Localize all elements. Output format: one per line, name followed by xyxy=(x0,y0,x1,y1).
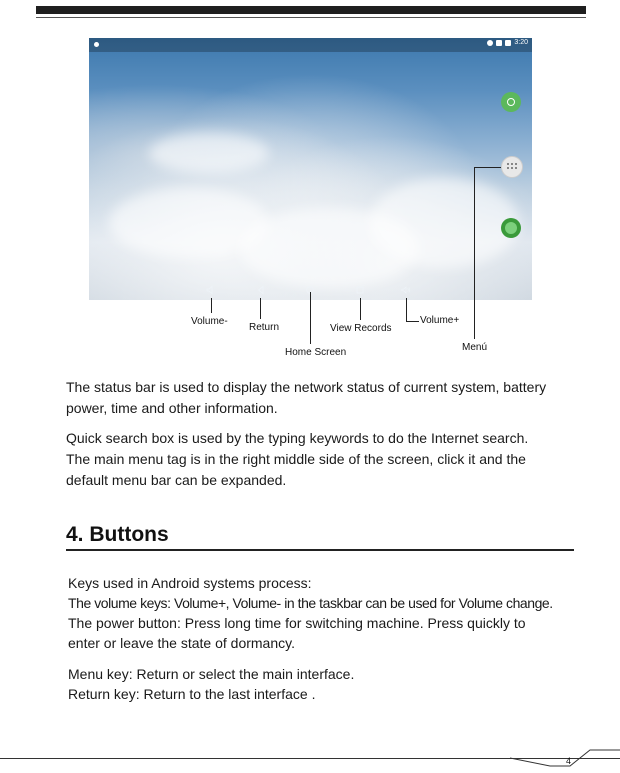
paragraph-line: The main menu tag is in the right middle side of the screen, click it and the xyxy=(66,451,526,467)
volume-down-icon[interactable] xyxy=(206,285,216,295)
section-title: 4. Buttons xyxy=(66,523,169,546)
keys-line-4: enter or leave the state of dormancy. xyxy=(68,635,295,651)
wifi-icon xyxy=(496,40,502,46)
callout-view-records: View Records xyxy=(330,323,392,334)
callout-volume-plus: Volume+ xyxy=(420,315,460,326)
notification-icon xyxy=(94,42,99,47)
header-rule xyxy=(36,17,586,18)
leader-menu-vertical xyxy=(474,167,475,339)
volume-up-icon[interactable] xyxy=(401,285,411,295)
keys-line-3: The power button: Press long time for switching machine. Press quickly to xyxy=(68,615,526,631)
callout-volume-minus: Volume- xyxy=(191,316,228,327)
status-bar xyxy=(89,38,532,52)
app-menu-icon[interactable] xyxy=(501,156,523,178)
leader-menu-horizontal xyxy=(474,167,501,168)
footer-tab-shape xyxy=(510,748,620,768)
tablet-screenshot xyxy=(89,38,532,300)
leader-home-screen xyxy=(310,292,311,344)
battery-icon xyxy=(505,40,511,46)
keys-line-2: The volume keys: Volume+, Volume- in the taskbar can be used for Volume change. xyxy=(68,595,553,611)
leader-view-records xyxy=(360,298,361,320)
leader-volume-minus xyxy=(211,298,212,313)
keys-line-1: Keys used in Android systems process: xyxy=(68,575,312,591)
settings-icon[interactable] xyxy=(501,92,521,112)
recent-apps-icon[interactable] xyxy=(355,285,365,295)
browser-icon[interactable] xyxy=(501,218,521,238)
leader-return xyxy=(260,298,261,319)
leader-volume-plus-vertical xyxy=(406,298,407,321)
cloud xyxy=(369,178,519,268)
status-indicators xyxy=(487,39,528,46)
status-time: 3:20 xyxy=(514,39,528,46)
callout-return: Return xyxy=(249,322,280,333)
cloud xyxy=(149,133,269,173)
header-bar xyxy=(36,6,586,14)
intro-paragraph-2 xyxy=(66,428,528,491)
keys-line-6: Return key: Return to the last interface . xyxy=(68,686,316,702)
paragraph-line: Quick search box is used by the typing keywords to do the Internet search. xyxy=(66,430,529,446)
paragraph-line: power, time and other information. xyxy=(66,400,278,416)
keys-line-5: Menu key: Return or select the main interface. xyxy=(68,666,355,682)
back-icon[interactable] xyxy=(256,285,266,295)
paragraph-line: The status bar is used to display the network status of current system, battery xyxy=(66,379,547,395)
intro-paragraph-1 xyxy=(66,377,546,419)
callout-menu: Menú xyxy=(462,342,488,353)
callout-home-screen: Home Screen xyxy=(285,347,347,358)
paragraph-line: default menu bar can be expanded. xyxy=(66,472,287,488)
page-number: 4 xyxy=(566,756,572,766)
section-rule xyxy=(66,549,574,551)
leader-volume-plus-horizontal xyxy=(406,321,419,322)
alarm-icon xyxy=(487,40,493,46)
